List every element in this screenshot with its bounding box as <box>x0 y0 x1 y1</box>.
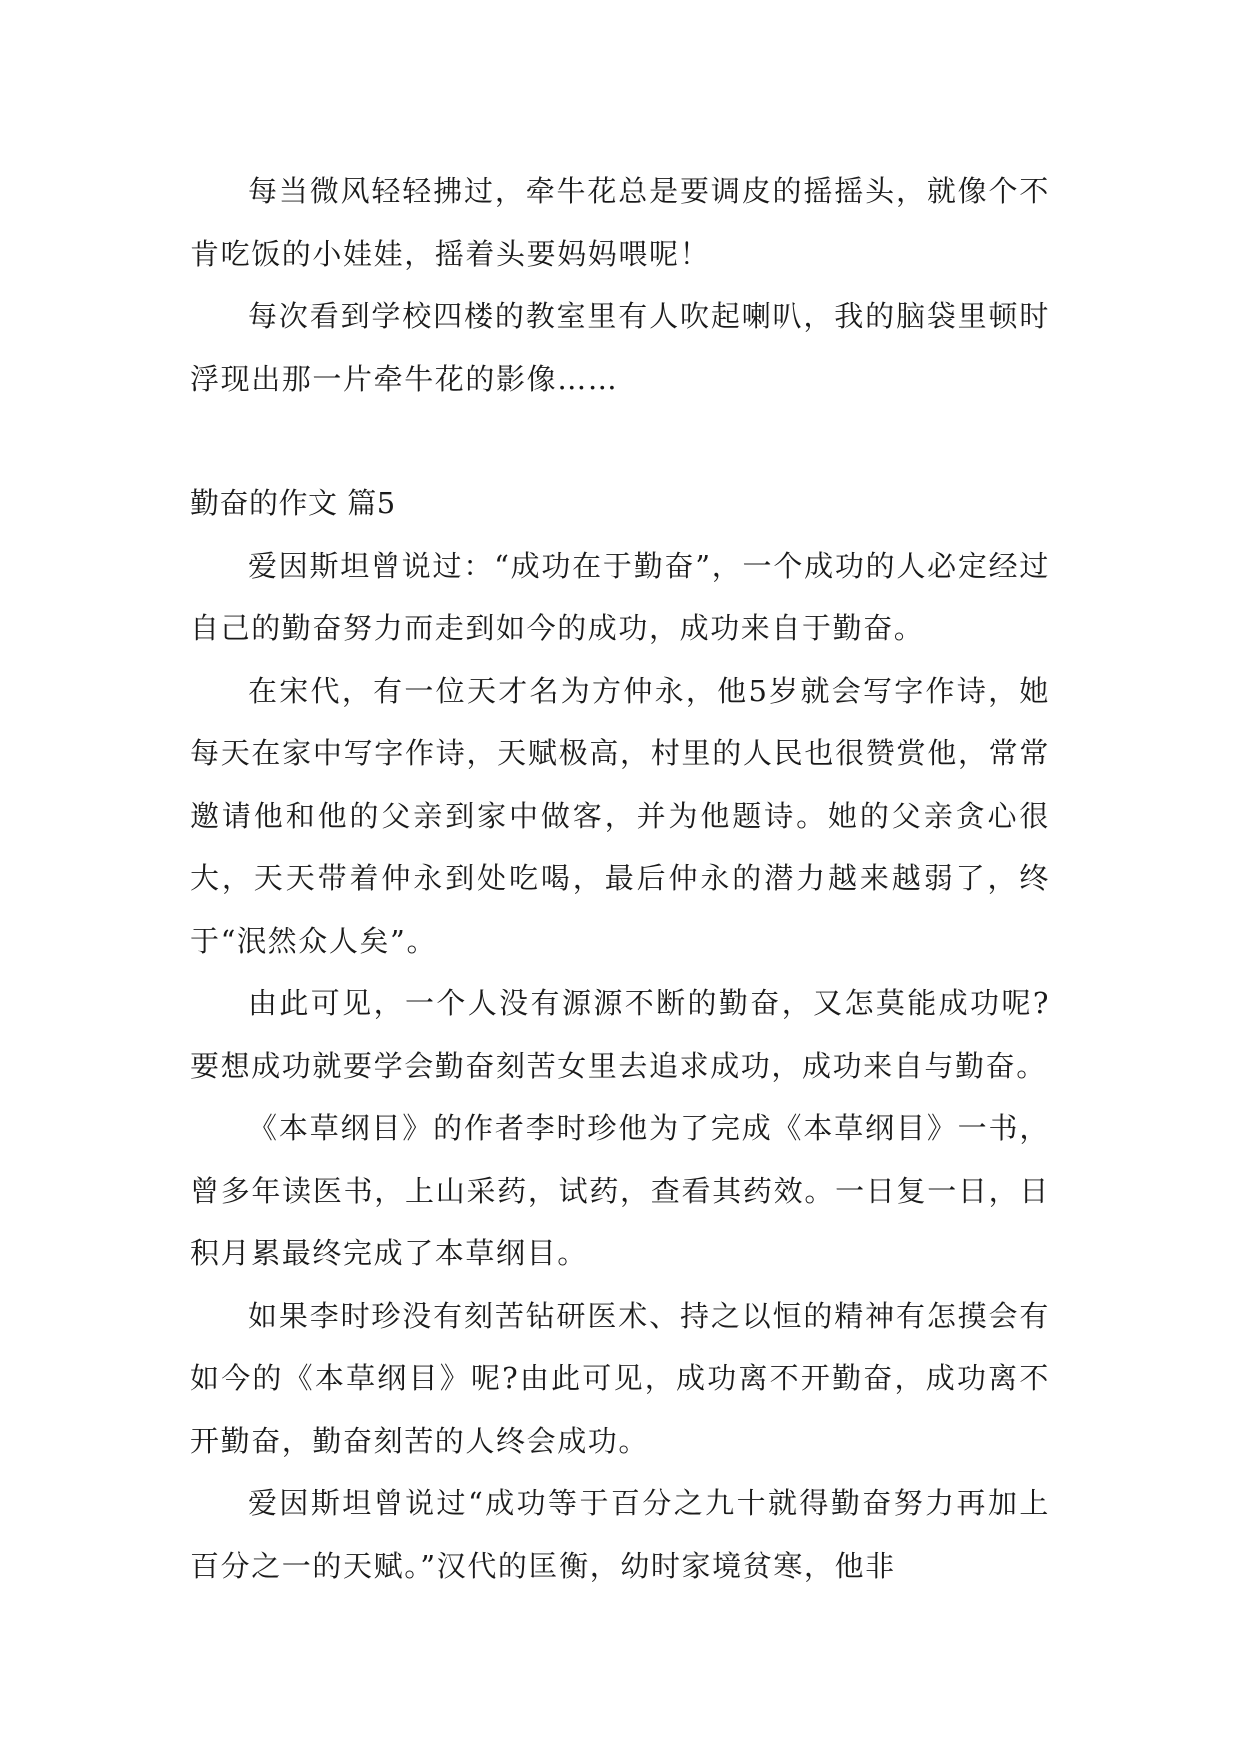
paragraph-morning-glory-breeze: 每当微风轻轻拂过，牵牛花总是要调皮的摇摇头，就像个不肯吃饭的小娃娃，摇着头要妈妈喂呢！ <box>190 174 1050 271</box>
document-body <box>190 160 1050 1597</box>
paragraph-fang-zhongyong: 在宋代，有一位天才名为方仲永，他5岁就会写字作诗，她每天在家中写字作诗，天赋极高，村里的人民也很赞赏他，常常邀请他和他的父亲到家中做客，并为他题诗。她的父亲贪心很大，天天带着仲永到处吃喝，最后仲永的潜力越来越弱了，终于“泯然众人矣”。 <box>190 673 1050 958</box>
paragraph-kuang-heng: 爱因斯坦曾说过“成功等于百分之九十就得勤奋努力再加上百分之一的天赋。”汉代的匡衡，幼时家境贫寒，他非 <box>190 1486 1050 1583</box>
paragraph-morning-glory-memory: 每次看到学校四楼的教室里有人吹起喇叭，我的脑袋里顿时浮现出那一片牵牛花的影像…… <box>190 299 1050 396</box>
section-heading: 勤奋的作文 篇5 <box>190 486 396 520</box>
paragraph-li-shizhen: 《本草纲目》的作者李时珍他为了完成《本草纲目》一书，曾多年读医书，上山采药，试药，查看其药效。一日复一日，日积月累最终完成了本草纲目。 <box>190 1111 1050 1270</box>
paragraph-einstein-quote: 爱因斯坦曾说过：“成功在于勤奋”，一个成功的人必定经过自己的勤奋努力而走到如今的成功，成功来自于勤奋。 <box>190 548 1050 645</box>
paragraph-li-shizhen-conclusion: 如果李时珍没有刻苦钻研医术、持之以恒的精神有怎摸会有如今的《本草纲目》呢?由此可见，成功离不开勤奋，成功离不开勤奋，勤奋刻苦的人终会成功。 <box>190 1298 1050 1458</box>
paragraph-conclusion-1: 由此可见，一个人没有源源不断的勤奋，又怎莫能成功呢?要想成功就要学会勤奋刻苦女里去追求成功，成功来自与勤奋。 <box>190 986 1050 1083</box>
